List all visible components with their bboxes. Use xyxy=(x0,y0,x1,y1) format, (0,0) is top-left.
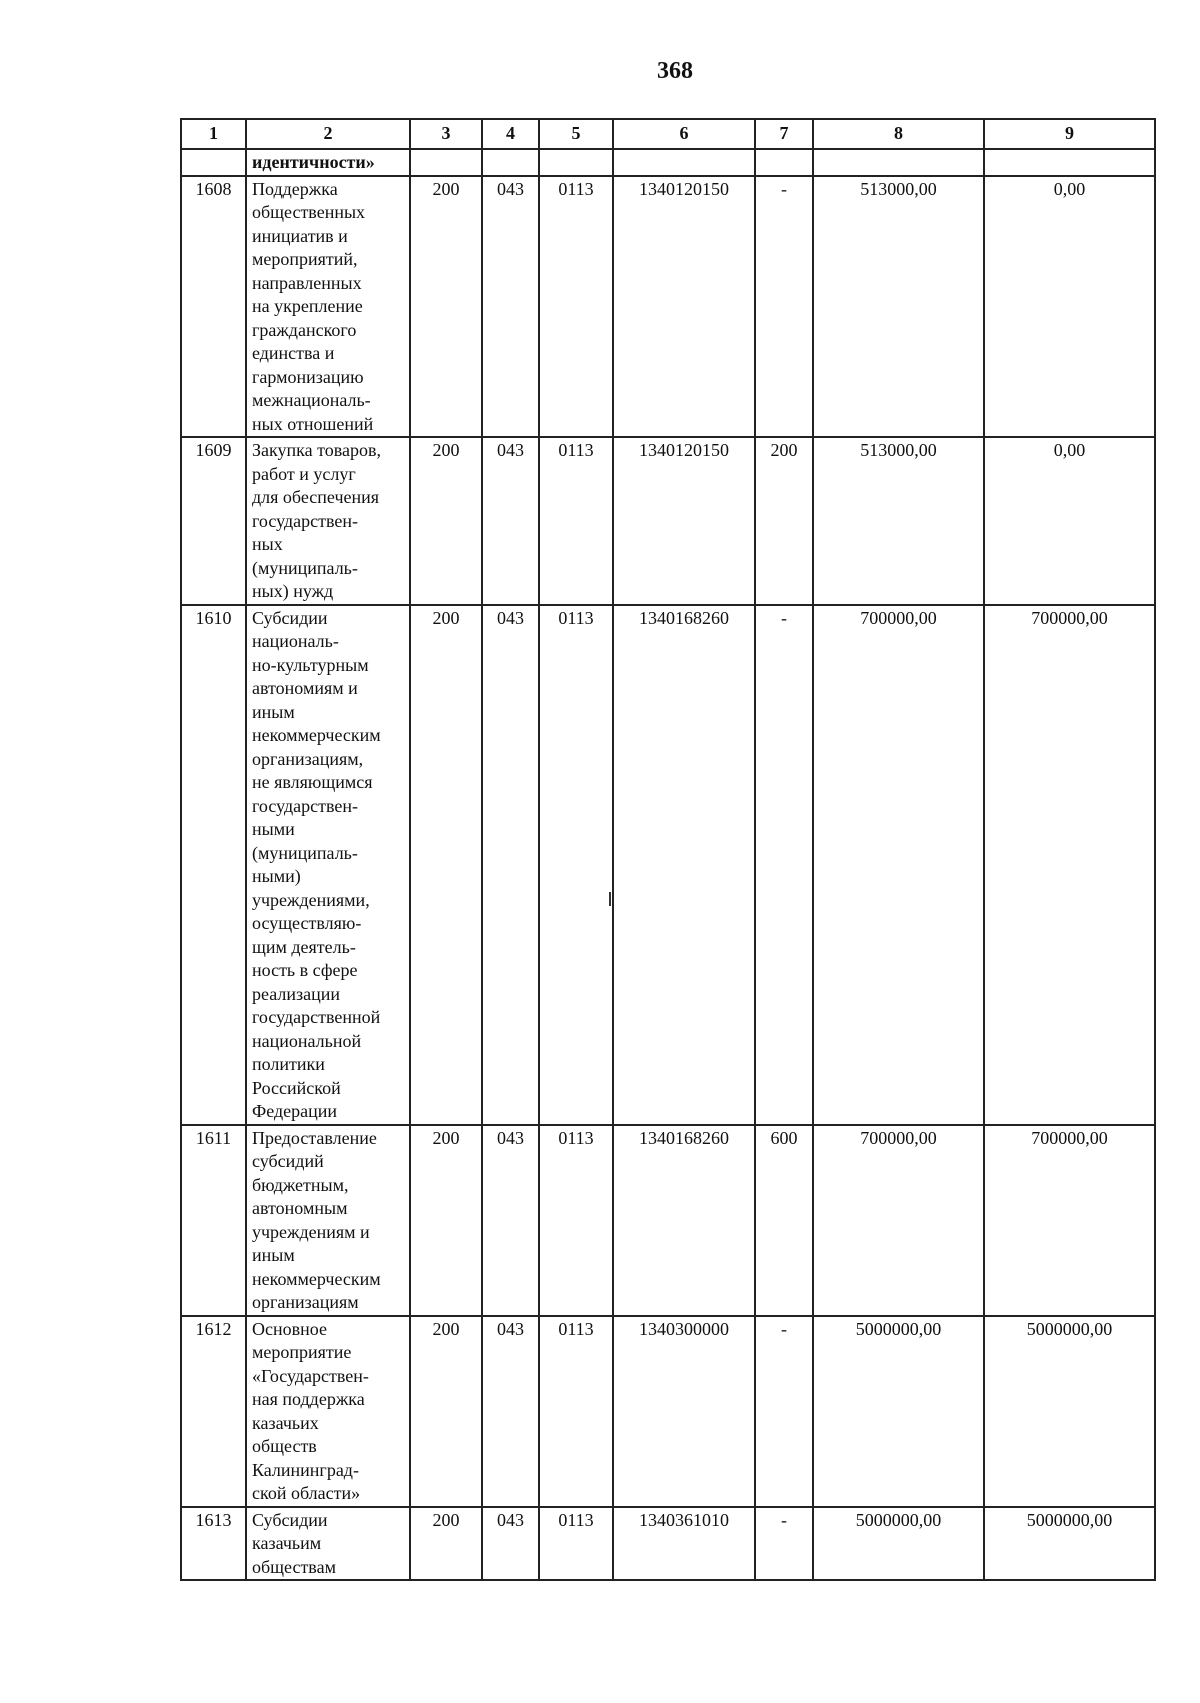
row-name xyxy=(246,437,410,605)
row-name-line: бюджетным, xyxy=(252,1174,349,1195)
row-name xyxy=(246,1125,410,1316)
table-row xyxy=(181,1316,1155,1507)
row-name-line: националь- xyxy=(252,631,339,651)
row-name-line: но-культурным xyxy=(252,654,369,675)
cell-col9: 0,00 xyxy=(984,176,1155,438)
cell-empty xyxy=(539,149,613,176)
row-name-line: учреждениями, xyxy=(252,889,370,910)
row-name-line: «Государствен- xyxy=(252,1365,369,1386)
cell-col8: 700000,00 xyxy=(813,1125,984,1316)
cell-col4: 043 xyxy=(482,176,539,438)
cell-col5: 0113 xyxy=(539,1316,613,1507)
row-number: 1612 xyxy=(181,1316,246,1507)
row-name-line: ных) нужд xyxy=(252,581,334,601)
row-name-line: Субсидии xyxy=(252,607,328,628)
header-cell-4: 4 xyxy=(482,119,539,149)
row-number: 1608 xyxy=(181,176,246,438)
cell-col6: 1340300000 xyxy=(613,1316,755,1507)
cell-col7: 200 xyxy=(755,437,813,605)
cell-col3: 200 xyxy=(410,1125,482,1316)
row-name xyxy=(246,1316,410,1507)
cell-col6: 1340168260 xyxy=(613,1125,755,1316)
cell-empty xyxy=(813,149,984,176)
cell-col5: 0113 xyxy=(539,437,613,605)
continuation-row xyxy=(181,149,1155,176)
cell-col4: 043 xyxy=(482,605,539,1125)
row-number: 1610 xyxy=(181,605,246,1125)
row-name-line: реализации xyxy=(252,983,340,1004)
cell-col5: 0113 xyxy=(539,1125,613,1316)
cell-col9: 5000000,00 xyxy=(984,1316,1155,1507)
row-name-line: общественных xyxy=(252,202,366,222)
cell-col4: 043 xyxy=(482,437,539,605)
cell-col8: 513000,00 xyxy=(813,176,984,438)
row-name-line: мероприятие xyxy=(252,1342,352,1362)
row-name-line: национальной xyxy=(252,1030,362,1051)
row-name-line: Федерации xyxy=(252,1101,338,1121)
row-name-line: Предоставление xyxy=(252,1127,377,1148)
cell-col9: 700000,00 xyxy=(984,605,1155,1125)
row-name-line: субсидий xyxy=(252,1151,324,1171)
row-number: 1611 xyxy=(181,1125,246,1316)
row-name-line: на укрепление xyxy=(252,296,363,316)
row-name-line: осуществляю- xyxy=(252,913,362,933)
cell-col6: 1340361010 xyxy=(613,1507,755,1581)
cell-col6: 1340120150 xyxy=(613,437,755,605)
row-name-line: учреждениям и xyxy=(252,1221,370,1242)
table-row xyxy=(181,176,1155,438)
cell-empty xyxy=(482,149,539,176)
header-cell-1: 1 xyxy=(181,119,246,149)
row-name-line: ской области» xyxy=(252,1483,361,1503)
row-name-line: организациям, xyxy=(252,748,364,769)
row-name-line: государствен- xyxy=(252,795,359,816)
cell-col6: 1340120150 xyxy=(613,176,755,438)
cell-col3: 200 xyxy=(410,1316,482,1507)
row-name-line: организациям xyxy=(252,1292,359,1312)
cell-col7: - xyxy=(755,1316,813,1507)
row-name-line: гражданского xyxy=(252,319,357,340)
row-name-line: ных xyxy=(252,534,283,554)
row-number: 1613 xyxy=(181,1507,246,1581)
cell-empty xyxy=(410,149,482,176)
cell-empty xyxy=(181,149,246,176)
row-name-line: ными xyxy=(252,819,295,839)
cell-col5: 0113 xyxy=(539,1507,613,1581)
row-name-line: некоммерческим xyxy=(252,725,381,745)
continuation-text: идентичности» xyxy=(246,149,410,176)
cell-col3: 200 xyxy=(410,605,482,1125)
page-number: 368 xyxy=(657,58,693,84)
row-name-line: ная поддержка xyxy=(252,1389,365,1409)
row-name-line: обществам xyxy=(252,1556,336,1577)
row-name-line: Субсидии xyxy=(252,1509,328,1530)
cell-col8: 513000,00 xyxy=(813,437,984,605)
cell-col4: 043 xyxy=(482,1316,539,1507)
cell-col7: - xyxy=(755,1507,813,1581)
row-name-line: щим деятель- xyxy=(252,936,356,957)
row-name-line: иным xyxy=(252,1245,295,1265)
row-name-line: ность в сфере xyxy=(252,960,358,980)
row-name-line: некоммерческим xyxy=(252,1268,381,1289)
row-name-line: политики xyxy=(252,1054,325,1074)
row-name xyxy=(246,176,410,438)
row-name-line: работ и услуг xyxy=(252,463,356,484)
row-name-line: единства и xyxy=(252,343,335,363)
cell-col5: 0113 xyxy=(539,176,613,438)
cell-empty xyxy=(755,149,813,176)
cell-col8: 700000,00 xyxy=(813,605,984,1125)
cell-col4: 043 xyxy=(482,1507,539,1581)
row-name-line: не являющимся xyxy=(252,772,373,792)
row-name-line: Основное xyxy=(252,1318,327,1339)
header-cell-6: 6 xyxy=(613,119,755,149)
header-cell-5: 5 xyxy=(539,119,613,149)
row-name-line: иным xyxy=(252,701,295,722)
row-name-line: направленных xyxy=(252,272,362,293)
cell-col9: 700000,00 xyxy=(984,1125,1155,1316)
cell-col9: 5000000,00 xyxy=(984,1507,1155,1581)
row-name xyxy=(246,1507,410,1581)
cell-col4: 043 xyxy=(482,1125,539,1316)
row-name-line: государствен- xyxy=(252,510,359,531)
cell-col3: 200 xyxy=(410,437,482,605)
row-name-line: ных отношений xyxy=(252,413,374,434)
cell-col8: 5000000,00 xyxy=(813,1507,984,1581)
row-name-line: межнациональ- xyxy=(252,390,371,410)
header-cell-8: 8 xyxy=(813,119,984,149)
cell-col7: - xyxy=(755,605,813,1125)
row-name-line: инициатив и xyxy=(252,225,348,246)
header-row xyxy=(181,119,1155,149)
cell-col7: 600 xyxy=(755,1125,813,1316)
row-name-line: казачьим xyxy=(252,1533,322,1553)
table-row xyxy=(181,1507,1155,1581)
header-cell-2: 2 xyxy=(246,119,410,149)
cell-col5: 0113 xyxy=(539,605,613,1125)
row-name-line: гармонизацию xyxy=(252,366,364,387)
row-name-line: обществ xyxy=(252,1436,317,1456)
row-name-line: Поддержка xyxy=(252,178,338,199)
row-name xyxy=(246,605,410,1125)
cell-empty xyxy=(613,149,755,176)
cell-col8: 5000000,00 xyxy=(813,1316,984,1507)
row-name-line: ными) xyxy=(252,866,301,886)
scan-mark xyxy=(609,892,611,906)
table-row xyxy=(181,437,1155,605)
cell-col3: 200 xyxy=(410,176,482,438)
row-name-line: автономным xyxy=(252,1198,348,1218)
header-cell-9: 9 xyxy=(984,119,1155,149)
row-name-line: Калининград- xyxy=(252,1459,359,1480)
cell-col3: 200 xyxy=(410,1507,482,1581)
row-name-line: (муниципаль- xyxy=(252,842,358,863)
cell-empty xyxy=(984,149,1155,176)
row-number: 1609 xyxy=(181,437,246,605)
row-name-line: для обеспечения xyxy=(252,487,380,507)
budget-table xyxy=(180,118,1156,1581)
cell-col9: 0,00 xyxy=(984,437,1155,605)
header-cell-7: 7 xyxy=(755,119,813,149)
row-name-line: государственной xyxy=(252,1007,381,1027)
row-name-line: автономиям и xyxy=(252,678,358,698)
table-row xyxy=(181,605,1155,1125)
row-name-line: Закупка товаров, xyxy=(252,440,381,460)
table-row xyxy=(181,1125,1155,1316)
row-name-line: казачьих xyxy=(252,1412,319,1433)
cell-col7: - xyxy=(755,176,813,438)
row-name-line: (муниципаль- xyxy=(252,557,358,578)
cell-col6: 1340168260 xyxy=(613,605,755,1125)
row-name-line: Российской xyxy=(252,1077,341,1098)
row-name-line: мероприятий, xyxy=(252,249,358,269)
header-cell-3: 3 xyxy=(410,119,482,149)
